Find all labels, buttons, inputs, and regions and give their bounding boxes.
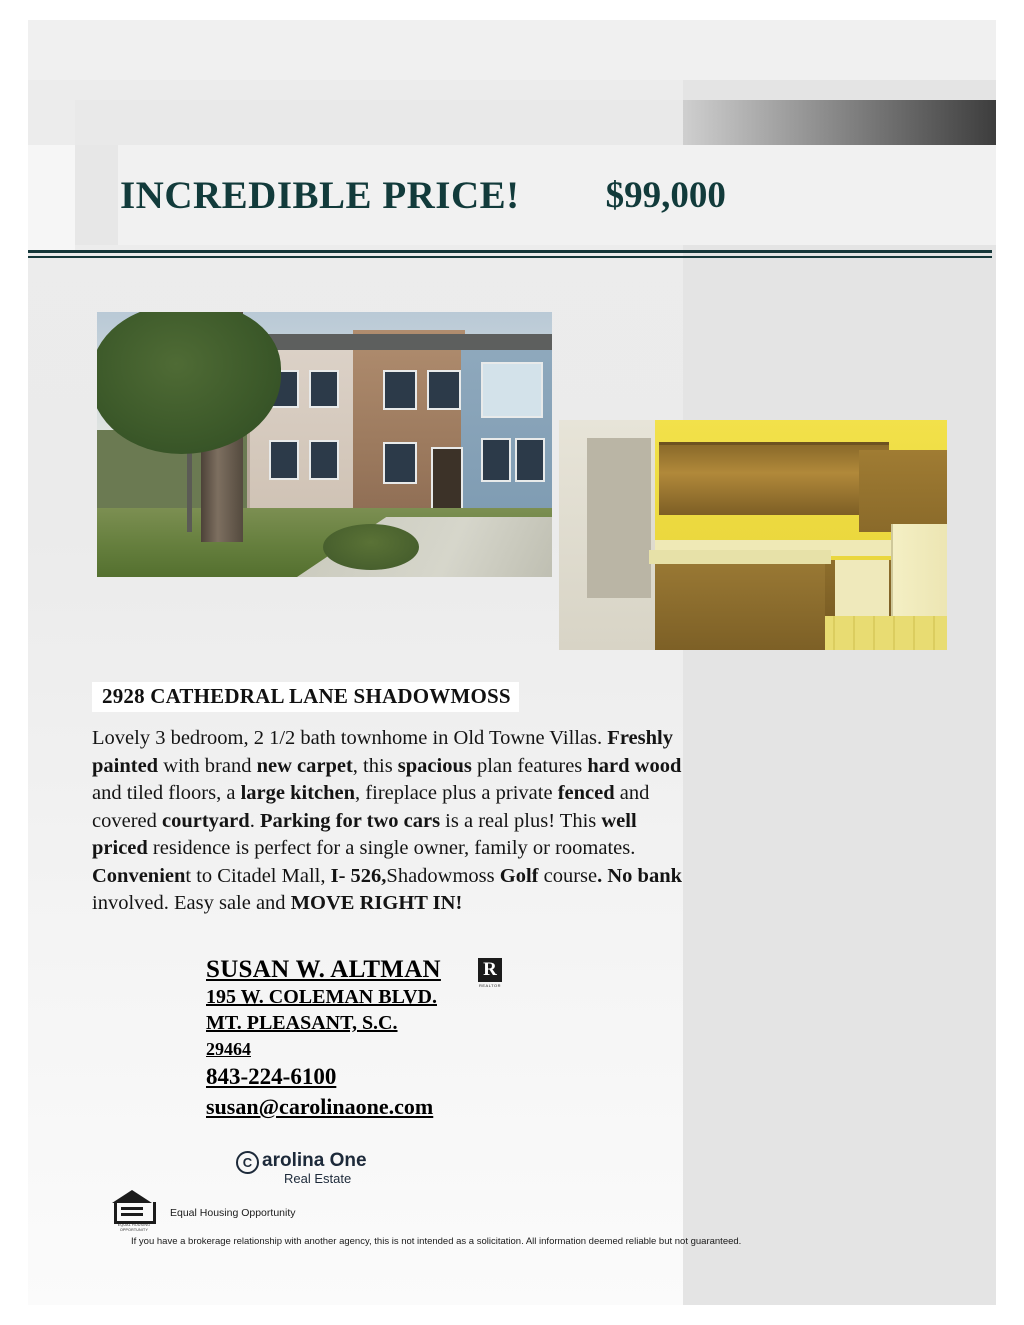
description-emphasis: Golf	[499, 864, 539, 887]
agent-name: SUSAN W. ALTMAN	[206, 956, 441, 983]
brokerage-monogram-icon: C	[236, 1151, 259, 1174]
house-bar-shape	[121, 1213, 143, 1216]
equal-housing-icon	[110, 1190, 158, 1232]
page-title: INCREDIBLE PRICE!	[120, 173, 520, 217]
description-run: and covered	[92, 782, 650, 832]
description-run: is a real plus! This	[440, 809, 602, 832]
description-run: , this	[352, 754, 398, 777]
photo-window	[427, 370, 461, 410]
kitchen-doorway	[587, 438, 651, 598]
description-run: Lovely 3 bedroom, 2 1/2 bath townhome in Old Towne Villas.	[92, 727, 608, 749]
agent-phone[interactable]: 843-224-6100	[206, 1064, 337, 1089]
agent-address-line1: 195 W. COLEMAN BLVD.	[206, 986, 437, 1008]
divider-thin	[28, 256, 992, 258]
photo-window	[309, 440, 339, 480]
description-emphasis: courtyard	[162, 809, 250, 832]
realtor-icon	[476, 958, 504, 992]
header-band-gradient	[683, 100, 996, 145]
photo-window	[269, 440, 299, 480]
kitchen-upper-cabinets-right	[859, 450, 947, 532]
description-emphasis: new carpet	[256, 754, 353, 777]
description-run: course	[538, 864, 598, 887]
title-band-margin	[28, 145, 75, 250]
photo-window	[309, 370, 339, 408]
description-emphasis: . No bank	[597, 864, 683, 887]
equal-housing-logo-text	[110, 1223, 158, 1232]
property-address: 2928 CATHEDRAL LANE SHADOWMOSS	[92, 682, 519, 712]
photo-window	[481, 438, 511, 482]
price-label: $99,000	[605, 174, 726, 216]
equal-housing-logo-line1: EQUAL HOUSING	[117, 1223, 151, 1227]
equal-housing-label: Equal Housing Opportunity	[170, 1207, 296, 1219]
kitchen-upper-cabinets	[659, 442, 889, 515]
description-emphasis: Convenien	[92, 864, 186, 887]
header-band-light	[75, 100, 683, 145]
description-emphasis: well priced	[92, 809, 637, 859]
description-emphasis: hard wood	[587, 754, 682, 777]
description-emphasis: spacious	[397, 754, 472, 777]
description-emphasis: I- 526,	[330, 864, 387, 887]
description-run: t to Citadel Mall,	[185, 864, 331, 887]
page-margin-left	[0, 0, 28, 1325]
description-emphasis: fenced	[557, 782, 615, 804]
equal-housing-house-shape	[110, 1190, 154, 1222]
description-emphasis: Parking for two cars	[259, 809, 441, 832]
kitchen-photo	[559, 420, 947, 650]
kitchen-island-top	[649, 550, 831, 564]
kitchen-dishwasher	[835, 560, 889, 620]
brokerage-subtitle: Real Estate	[284, 1171, 352, 1186]
agent-address-line2: MT. PLEASANT, S.C.	[206, 1012, 398, 1034]
photo-window	[515, 438, 545, 482]
house-bar-shape	[121, 1207, 143, 1210]
header-divider	[28, 250, 992, 258]
photo-shrub	[323, 524, 419, 570]
realtor-letter: R	[478, 958, 502, 982]
description-emphasis: MOVE RIGHT IN!	[290, 892, 463, 914]
exterior-photo	[97, 312, 552, 577]
kitchen-island	[655, 556, 825, 650]
realtor-caption: REALTOR	[478, 983, 502, 988]
property-description	[92, 725, 692, 918]
description-run: , fireplace plus a private	[355, 782, 558, 804]
description-run: residence is perfect for a single owner, family or roomates.	[147, 837, 636, 859]
photo-roofline	[247, 334, 552, 350]
brokerage-logo	[236, 1150, 367, 1187]
brokerage-name: arolina One	[262, 1150, 367, 1171]
agent-email[interactable]: susan@carolinaone.com	[206, 1094, 434, 1119]
agent-zip: 29464	[206, 1039, 251, 1059]
description-run: and tiled floors, a	[92, 782, 241, 804]
photo-window	[481, 362, 543, 418]
agent-contact-block	[206, 955, 626, 1122]
photo-window	[383, 370, 417, 410]
background-top-row	[28, 20, 996, 80]
description-run: with brand	[158, 754, 257, 777]
disclaimer-text: If you have a brokerage relationship with another agency, this is not intended as a solicitation. All information deemed reliable but not guaranteed.	[131, 1236, 742, 1247]
description-run: involved. Easy sale and	[92, 892, 291, 914]
headline-row	[120, 165, 880, 225]
description-run: .	[249, 809, 260, 832]
photo-window	[383, 442, 417, 484]
description-emphasis: large kitchen	[240, 782, 356, 804]
brokerage-wordmark	[262, 1150, 367, 1187]
description-run: Shadowmoss	[386, 864, 500, 887]
description-emphasis: Freshly painted	[92, 727, 673, 777]
description-run: plan features	[471, 754, 588, 777]
equal-housing-logo-line2: OPPORTUNITY	[119, 1227, 149, 1232]
